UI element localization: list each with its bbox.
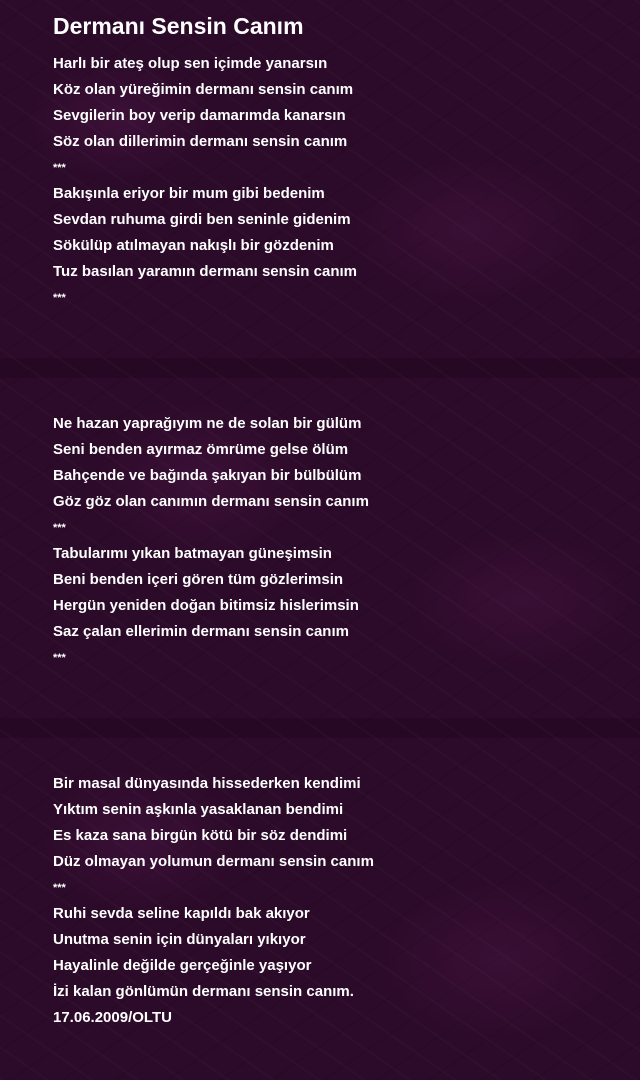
poem-section-1 [53, 51, 357, 311]
poem-section-3 [53, 771, 374, 1031]
poem-line: Harlı bir ateş olup sen içimde yanarsın [53, 55, 328, 72]
background-band [0, 358, 640, 378]
poem-line: Sevgilerin boy verip damarımda kanarsın [53, 107, 346, 124]
poem-title: Dermanı Sensin Canım [53, 13, 304, 39]
poem-line: Bahçende ve bağında şakıyan bir bülbülüm [53, 467, 362, 484]
poem-line: Hergün yeniden doğan bitimsiz hislerimsin [53, 597, 359, 614]
poem-line: Yıktım senin aşkınla yasaklanan bendimi [53, 801, 344, 818]
stanza-separator: *** [53, 162, 66, 174]
poem-section-2 [53, 411, 369, 671]
poem-line: Düz olmayan yolumun dermanı sensin canım [53, 853, 374, 870]
poem-line: Köz olan yüreğimin dermanı sensin canım [53, 81, 354, 98]
poem-line: Seni benden ayırmaz ömrüme gelse ölüm [53, 441, 349, 458]
poem-line: Sevdan ruhuma girdi ben seninle gidenim [53, 211, 351, 228]
stanza-separator: *** [53, 522, 66, 534]
poem-line: Beni benden içeri gören tüm gözlerimsin [53, 571, 344, 588]
poem-line: Sökülüp atılmayan nakışlı bir gözdenim [53, 237, 334, 254]
poem-line: Söz olan dillerimin dermanı sensin canım [53, 133, 348, 150]
poem-line: Saz çalan ellerimin dermanı sensin canım [53, 623, 349, 640]
stanza-separator: *** [53, 292, 66, 304]
stanza-separator: *** [53, 652, 66, 664]
poem-line: Es kaza sana birgün kötü bir söz dendimi [53, 827, 348, 844]
poem-line: Ne hazan yaprağıyım ne de solan bir gülüm [53, 415, 362, 432]
stanza-separator: *** [53, 882, 66, 894]
poem-line: Bir masal dünyasında hissederken kendimi [53, 775, 361, 792]
background-band [0, 718, 640, 738]
poem-line: İzi kalan gönlümün dermanı sensin canım. [53, 983, 354, 1000]
poem-line: Tabularımı yıkan batmayan güneşimsin [53, 545, 332, 562]
poem-line: Bakışınla eriyor bir mum gibi bedenim [53, 185, 325, 202]
poem-line: Unutma senin için dünyaları yıkıyor [53, 931, 306, 948]
poem-line: Göz göz olan canımın dermanı sensin canım [53, 493, 369, 510]
poem-line: Tuz basılan yaramın dermanı sensin canım [53, 263, 357, 280]
poem-line: Ruhi sevda seline kapıldı bak akıyor [53, 905, 310, 922]
poem-line: Hayalinle değilde gerçeğinle yaşıyor [53, 957, 312, 974]
poem-date-signature: 17.06.2009/OLTU [53, 1009, 172, 1026]
